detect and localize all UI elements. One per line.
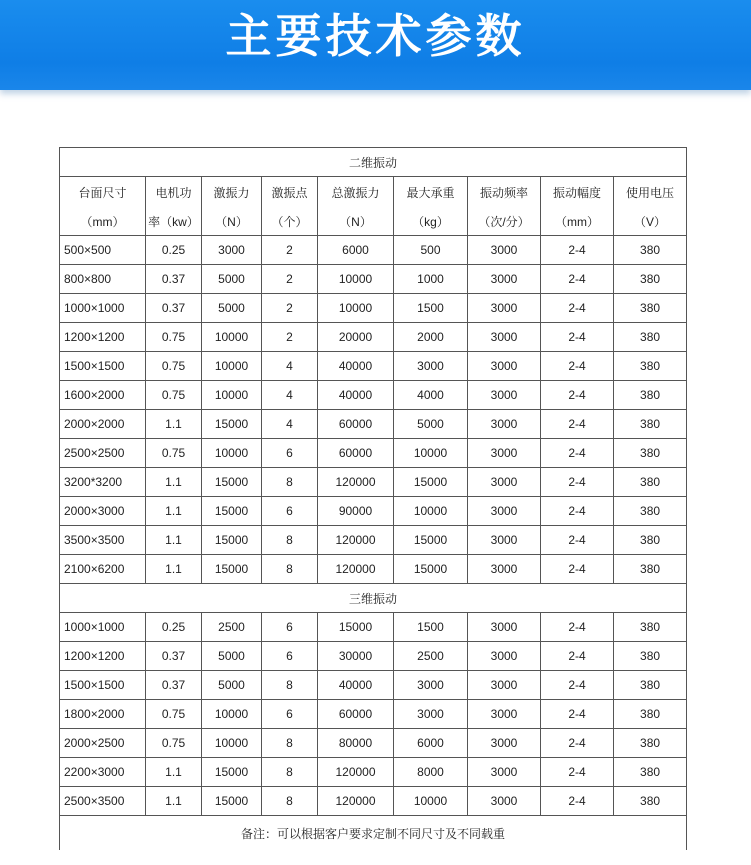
table-cell: 2-4 [541, 468, 614, 497]
table-cell: 1200×1200 [60, 323, 146, 352]
table-cell: 2000×2000 [60, 410, 146, 439]
table-cell: 3200*3200 [60, 468, 146, 497]
header-cell: 振动幅度 [541, 177, 614, 208]
table-cell: 1.1 [146, 758, 202, 787]
table-cell: 380 [614, 352, 687, 381]
table-cell: 800×800 [60, 265, 146, 294]
section-title-3d: 三维振动 [60, 584, 687, 613]
table-row [60, 671, 687, 700]
table-cell: 8 [262, 729, 318, 758]
table-cell: 0.25 [146, 236, 202, 265]
table-cell: 500×500 [60, 236, 146, 265]
table-cell: 1.1 [146, 410, 202, 439]
table-cell: 5000 [202, 671, 262, 700]
table-cell: 10000 [318, 265, 394, 294]
table-cell: 2200×3000 [60, 758, 146, 787]
table-cell: 2100×6200 [60, 555, 146, 584]
table-cell: 120000 [318, 468, 394, 497]
table-cell: 380 [614, 265, 687, 294]
table-cell: 2-4 [541, 613, 614, 642]
header-unit-cell: （个） [262, 207, 318, 236]
table-cell: 8 [262, 468, 318, 497]
table-cell: 10000 [202, 323, 262, 352]
table-cell: 3000 [468, 265, 541, 294]
table-cell: 3000 [468, 497, 541, 526]
table-row [60, 700, 687, 729]
table-cell: 15000 [394, 526, 468, 555]
table-cell: 15000 [202, 555, 262, 584]
table-cell: 80000 [318, 729, 394, 758]
table-cell: 380 [614, 555, 687, 584]
table-row [60, 323, 687, 352]
table-cell: 1500×1500 [60, 671, 146, 700]
table-cell: 8 [262, 526, 318, 555]
table-cell: 380 [614, 729, 687, 758]
table-cell: 380 [614, 671, 687, 700]
table-cell: 380 [614, 381, 687, 410]
header-row-1 [60, 177, 687, 208]
section-header-3d [60, 584, 687, 613]
table-cell: 15000 [394, 555, 468, 584]
table-cell: 2 [262, 323, 318, 352]
table-cell: 2 [262, 236, 318, 265]
table-cell: 6000 [318, 236, 394, 265]
header-cell: 使用电压 [614, 177, 687, 208]
table-cell: 10000 [202, 352, 262, 381]
table-cell: 1500 [394, 294, 468, 323]
table-cell: 3000 [468, 555, 541, 584]
header-unit-cell: （kg） [394, 207, 468, 236]
table-cell: 60000 [318, 700, 394, 729]
table-cell: 2-4 [541, 323, 614, 352]
table-cell: 3000 [468, 613, 541, 642]
table-cell: 0.37 [146, 671, 202, 700]
table-cell: 8000 [394, 758, 468, 787]
table-cell: 0.37 [146, 294, 202, 323]
table-cell: 3000 [468, 323, 541, 352]
table-cell: 380 [614, 526, 687, 555]
table-cell: 10000 [394, 497, 468, 526]
table-cell: 3000 [394, 700, 468, 729]
table-cell: 8 [262, 555, 318, 584]
table-cell: 6 [262, 700, 318, 729]
table-cell: 380 [614, 758, 687, 787]
table-cell: 0.75 [146, 323, 202, 352]
table-cell: 20000 [318, 323, 394, 352]
table-cell: 3000 [394, 352, 468, 381]
table-cell: 120000 [318, 758, 394, 787]
header-unit-cell: （N） [318, 207, 394, 236]
table-row [60, 410, 687, 439]
table-cell: 3000 [468, 410, 541, 439]
table-cell: 40000 [318, 352, 394, 381]
table-cell: 2-4 [541, 700, 614, 729]
header-unit-cell: （N） [202, 207, 262, 236]
table-cell: 2000 [394, 323, 468, 352]
header-cell: 台面尺寸 [60, 177, 146, 208]
table-row [60, 352, 687, 381]
table-row [60, 381, 687, 410]
table-cell: 3000 [468, 236, 541, 265]
header-cell: 激振力 [202, 177, 262, 208]
table-cell: 8 [262, 758, 318, 787]
table-cell: 1800×2000 [60, 700, 146, 729]
table-cell: 380 [614, 236, 687, 265]
table-cell: 60000 [318, 410, 394, 439]
table-cell: 1200×1200 [60, 642, 146, 671]
table-cell: 2500×3500 [60, 787, 146, 816]
table-cell: 0.75 [146, 439, 202, 468]
table-cell: 5000 [202, 265, 262, 294]
table-cell: 3000 [394, 671, 468, 700]
table-cell: 4000 [394, 381, 468, 410]
table-row [60, 468, 687, 497]
page-title: 主要技术参数 [225, 9, 526, 63]
table-cell: 5000 [202, 294, 262, 323]
header-unit-cell: （次/分） [468, 207, 541, 236]
table-cell: 380 [614, 700, 687, 729]
table-cell: 500 [394, 236, 468, 265]
section-title-2d: 二维振动 [60, 148, 687, 177]
table-row [60, 236, 687, 265]
table-cell: 15000 [318, 613, 394, 642]
table-cell: 6000 [394, 729, 468, 758]
header-unit-cell: （mm） [60, 207, 146, 236]
table-cell: 1000×1000 [60, 613, 146, 642]
table-row [60, 555, 687, 584]
table-cell: 3000 [468, 468, 541, 497]
table-cell: 3000 [468, 700, 541, 729]
table-cell: 15000 [202, 468, 262, 497]
table-row [60, 729, 687, 758]
header-cell: 电机功 [146, 177, 202, 208]
table-cell: 2500×2500 [60, 439, 146, 468]
table-cell: 2-4 [541, 526, 614, 555]
header-row-2 [60, 207, 687, 236]
table-cell: 2 [262, 265, 318, 294]
table-cell: 8 [262, 787, 318, 816]
table-cell: 3000 [468, 352, 541, 381]
table-row [60, 439, 687, 468]
table-cell: 3000 [468, 439, 541, 468]
table-row [60, 526, 687, 555]
table-cell: 4 [262, 410, 318, 439]
table-row [60, 265, 687, 294]
table-cell: 1.1 [146, 468, 202, 497]
note-row [60, 816, 687, 851]
table-cell: 2500 [394, 642, 468, 671]
table-cell: 2-4 [541, 555, 614, 584]
table-cell: 2-4 [541, 787, 614, 816]
header-cell: 振动频率 [468, 177, 541, 208]
table-cell: 380 [614, 613, 687, 642]
table-cell: 120000 [318, 787, 394, 816]
table-cell: 5000 [202, 642, 262, 671]
table-cell: 3000 [468, 526, 541, 555]
table-cell: 2-4 [541, 294, 614, 323]
section-header-2d [60, 148, 687, 177]
table-cell: 1600×2000 [60, 381, 146, 410]
table-cell: 2-4 [541, 236, 614, 265]
table-cell: 380 [614, 439, 687, 468]
table-cell: 6 [262, 439, 318, 468]
table-cell: 2-4 [541, 352, 614, 381]
table-cell: 380 [614, 468, 687, 497]
table-row [60, 294, 687, 323]
table-cell: 380 [614, 497, 687, 526]
table-cell: 0.25 [146, 613, 202, 642]
table-cell: 380 [614, 787, 687, 816]
table-cell: 3000 [468, 787, 541, 816]
table-cell: 2500 [202, 613, 262, 642]
table-cell: 2-4 [541, 642, 614, 671]
table-cell: 15000 [202, 526, 262, 555]
table-cell: 1000 [394, 265, 468, 294]
note-text: 备注：可以根据客户要求定制不同尺寸及不同载重 [60, 816, 687, 851]
table-cell: 1500×1500 [60, 352, 146, 381]
table-cell: 15000 [202, 410, 262, 439]
table-cell: 5000 [394, 410, 468, 439]
table-cell: 1500 [394, 613, 468, 642]
table-cell: 380 [614, 323, 687, 352]
table-cell: 10000 [202, 381, 262, 410]
table-cell: 2-4 [541, 410, 614, 439]
header-unit-cell: （V） [614, 207, 687, 236]
table-cell: 2-4 [541, 729, 614, 758]
table-cell: 1.1 [146, 526, 202, 555]
table-cell: 3000 [468, 642, 541, 671]
table-cell: 3000 [468, 294, 541, 323]
table-cell: 10000 [202, 700, 262, 729]
table-cell: 3000 [468, 758, 541, 787]
table-cell: 6 [262, 497, 318, 526]
header-unit-cell: （mm） [541, 207, 614, 236]
table-cell: 120000 [318, 555, 394, 584]
table-cell: 2-4 [541, 758, 614, 787]
table-cell: 3000 [468, 729, 541, 758]
table-cell: 2000×2500 [60, 729, 146, 758]
spec-table-container [59, 147, 686, 850]
table-cell: 1.1 [146, 497, 202, 526]
table-cell: 2-4 [541, 381, 614, 410]
table-cell: 0.75 [146, 700, 202, 729]
table-cell: 3000 [468, 671, 541, 700]
table-cell: 30000 [318, 642, 394, 671]
table-row [60, 497, 687, 526]
table-cell: 6 [262, 642, 318, 671]
table-cell: 3000 [468, 381, 541, 410]
table-cell: 0.75 [146, 729, 202, 758]
table-cell: 2-4 [541, 497, 614, 526]
table-cell: 120000 [318, 526, 394, 555]
spec-table [59, 147, 687, 850]
table-cell: 1.1 [146, 787, 202, 816]
table-cell: 15000 [202, 497, 262, 526]
table-row [60, 613, 687, 642]
table-cell: 40000 [318, 671, 394, 700]
table-cell: 10000 [318, 294, 394, 323]
table-cell: 0.75 [146, 381, 202, 410]
table-cell: 4 [262, 381, 318, 410]
table-cell: 15000 [202, 787, 262, 816]
table-cell: 15000 [394, 468, 468, 497]
table-cell: 10000 [202, 439, 262, 468]
table-cell: 380 [614, 642, 687, 671]
table-cell: 380 [614, 294, 687, 323]
header-unit-cell: 率（kw） [146, 207, 202, 236]
table-cell: 10000 [202, 729, 262, 758]
table-cell: 60000 [318, 439, 394, 468]
table-cell: 2-4 [541, 265, 614, 294]
table-cell: 0.37 [146, 642, 202, 671]
table-row [60, 642, 687, 671]
header-cell: 最大承重 [394, 177, 468, 208]
table-cell: 0.75 [146, 352, 202, 381]
table-cell: 10000 [394, 787, 468, 816]
table-cell: 1000×1000 [60, 294, 146, 323]
table-cell: 1.1 [146, 555, 202, 584]
table-cell: 8 [262, 671, 318, 700]
table-cell: 6 [262, 613, 318, 642]
table-cell: 4 [262, 352, 318, 381]
title-banner [0, 0, 751, 90]
table-cell: 90000 [318, 497, 394, 526]
table-cell: 0.37 [146, 265, 202, 294]
table-cell: 3000 [202, 236, 262, 265]
table-cell: 40000 [318, 381, 394, 410]
header-cell: 激振点 [262, 177, 318, 208]
table-cell: 10000 [394, 439, 468, 468]
table-row [60, 758, 687, 787]
header-cell: 总激振力 [318, 177, 394, 208]
table-cell: 2 [262, 294, 318, 323]
table-cell: 2-4 [541, 439, 614, 468]
table-cell: 15000 [202, 758, 262, 787]
table-cell: 2000×3000 [60, 497, 146, 526]
table-cell: 3500×3500 [60, 526, 146, 555]
table-cell: 2-4 [541, 671, 614, 700]
table-cell: 380 [614, 410, 687, 439]
table-row [60, 787, 687, 816]
